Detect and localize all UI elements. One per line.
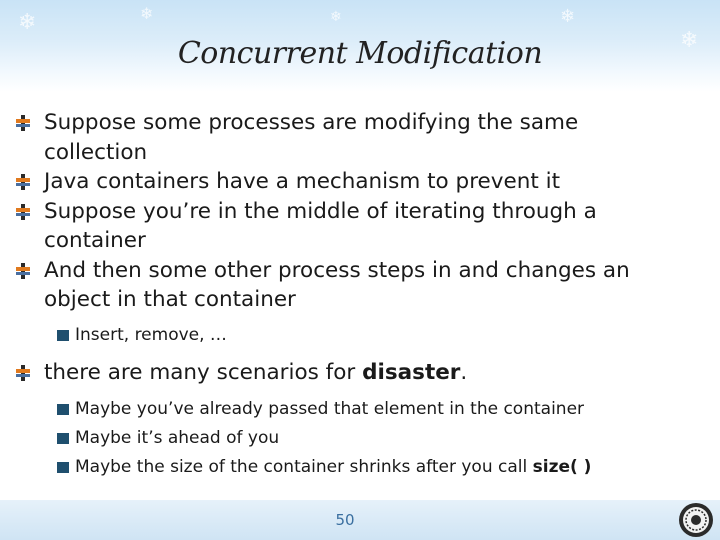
bullet-item [44,167,684,197]
square-bullet-icon [57,462,69,473]
sub-bullet-bold-text: size( ) [532,457,592,477]
pin-bullet-icon [16,115,30,131]
sub-bullet-text: Maybe the size of the container shrinks after you call [75,457,533,477]
pin-bullet-icon [16,174,30,190]
slide-title: Concurrent Modification [177,36,543,71]
snowflake-icon: ❄ [560,6,576,27]
square-bullet-icon [57,330,69,341]
square-bullet-icon [57,404,69,415]
pin-bullet-icon [16,204,30,220]
bullet-bold-text: disaster [362,359,461,385]
sub-bullet-item [75,321,715,350]
bullet-item [44,197,684,256]
sub-bullet-text: Maybe it’s ahead of you [75,428,280,448]
sub-bullet-item [75,424,715,453]
snowflake-icon: ❄ [680,28,699,53]
bullet-text: And then some other process steps in and changes an object in that container [44,257,630,312]
bullet-item [44,358,684,388]
bullet-item [44,108,684,167]
bullet-item [44,256,684,315]
sub-bullet-text: Maybe you’ve already passed that element in the container [75,399,585,419]
sub-bullet-item [75,395,715,424]
bullet-text: there are many scenarios for [44,359,363,385]
sub-bullet-text: Insert, remove, … [75,324,227,345]
pin-bullet-icon [16,263,30,279]
slide-content [0,108,720,482]
university-seal-icon [678,502,714,538]
snowflake-icon: ❄ [330,9,342,25]
pin-bullet-icon [16,365,30,381]
bullet-text: . [460,359,468,385]
snowflake-icon: ❄ [18,10,37,35]
sub-bullet-item [75,453,715,482]
page-number: 50 [335,511,355,529]
bullet-text: Java containers have a mechanism to prevent it [44,169,561,194]
square-bullet-icon [57,433,69,444]
bullet-text: Suppose you’re in the middle of iterating through a container [44,198,597,253]
bullet-text: Suppose some processes are modifying the same collection [44,110,579,165]
snowflake-icon: ❄ [140,4,154,23]
